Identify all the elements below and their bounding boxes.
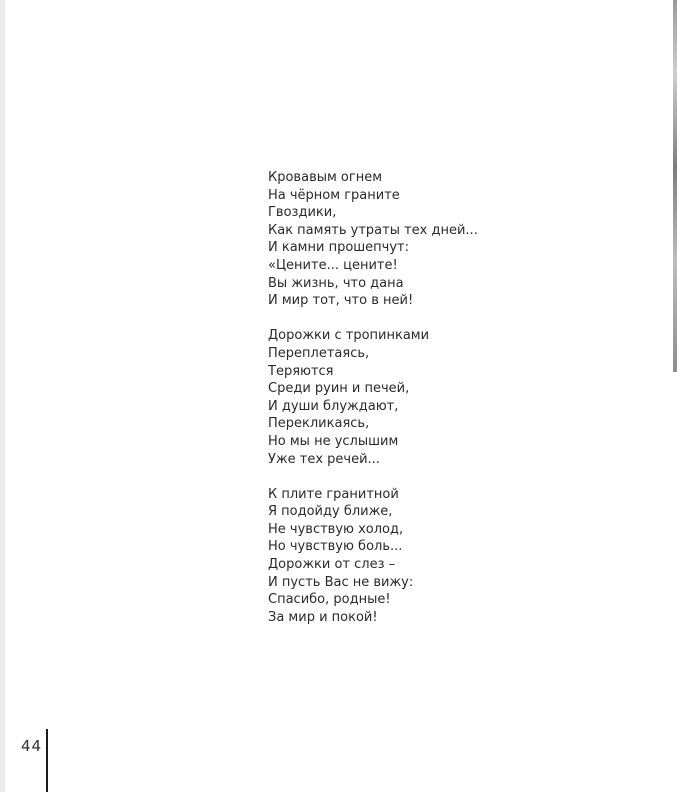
poem-stanza-1: [268, 169, 478, 310]
page-number: 44: [21, 737, 43, 755]
poem-line: И души блуждают,: [268, 398, 399, 414]
poem-line: Как память утраты тех дней...: [268, 222, 478, 238]
poem-line: Дорожки от слез –: [268, 557, 396, 573]
poem-line: Дорожки с тропинками: [268, 328, 430, 344]
adjacent-page-edge: [673, 0, 677, 372]
poem-line: Но чувствую боль...: [268, 539, 403, 555]
poem-line: Я подойду ближе,: [268, 504, 393, 520]
poem-line: Не чувствую холод,: [268, 521, 404, 537]
poem-line: И мир тот, что в ней!: [268, 293, 414, 309]
poem-line: И пусть Вас не вижу:: [268, 574, 414, 590]
poem-stanza-2: [268, 327, 478, 468]
poem-stanza-3: [268, 486, 478, 627]
poem-line: Гвоздики,: [268, 205, 337, 221]
poem: [268, 169, 478, 626]
poem-line: На чёрном граните: [268, 187, 400, 203]
poem-line: Но мы не услышим: [268, 433, 399, 449]
poem-line: За мир и покой!: [268, 609, 378, 625]
poem-line: Переплетаясь,: [268, 345, 370, 361]
poem-line: Среди руин и печей,: [268, 381, 410, 397]
adjacent-page-edge-lower: [673, 372, 677, 792]
page-number-divider: [46, 729, 48, 792]
poem-line: Вы жизнь, что дана: [268, 275, 404, 291]
poem-line: Спасибо, родные!: [268, 592, 391, 608]
poem-line: И камни прошепчут:: [268, 240, 409, 256]
poem-line: Уже тех речей...: [268, 451, 380, 467]
poem-line: «Цените... цените!: [268, 257, 398, 273]
poem-line: К плите гранитной: [268, 486, 399, 502]
poem-line: Кровавым огнем: [268, 170, 383, 185]
poem-line: Теряются: [268, 363, 334, 379]
poem-line: Перекликаясь,: [268, 416, 370, 432]
